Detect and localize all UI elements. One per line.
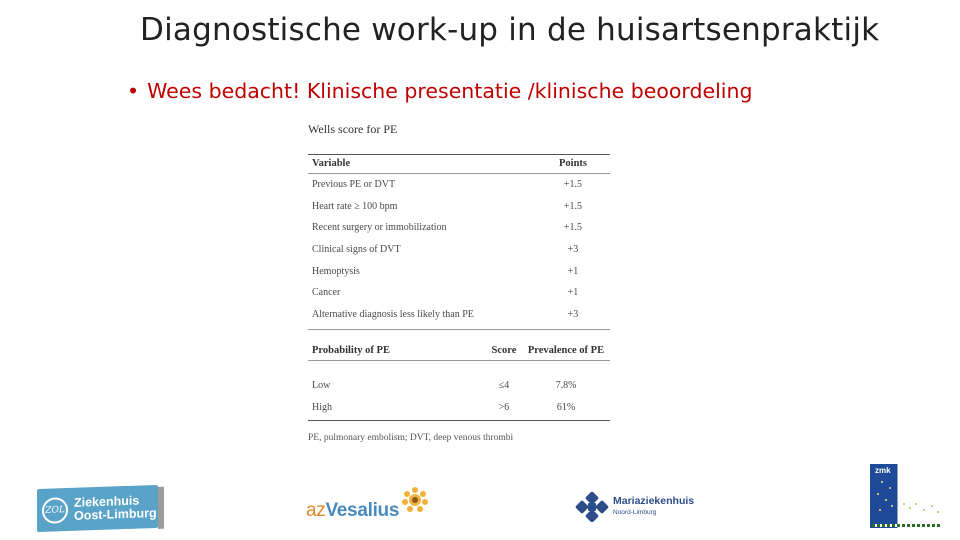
zol-edge [158,487,164,529]
table-row [308,239,610,261]
mariaz-sub-text: Noord-Limburg [613,509,657,516]
cell-variable: Heart rate ≥ 100 bpm [312,200,398,212]
vesalius-wordmark [306,500,399,522]
zmk-footer-line [872,524,942,527]
mariaz-cross-icon [575,492,609,522]
cell-variable: Hemoptysis [312,265,360,277]
cell-points: +3 [567,244,579,256]
logo-zmk [870,464,942,528]
prob-row [308,397,610,419]
zol-mark-icon: ZOL [42,497,68,524]
cell-points: +1.5 [563,222,583,234]
zol-name [74,493,157,522]
table-row [308,217,610,239]
cell-variable: Recent surgery or immobilization [312,222,447,234]
prob-header [308,342,610,360]
cell-prevalence: 7.8% [555,380,577,392]
slide-title: Diagnostische work-up in de huisartsenpraktijk [140,12,880,48]
table-row [308,260,610,282]
vesalius-name: Vesalius [325,500,400,521]
table-row [308,304,610,326]
table-footnote: PE, pulmonary embolism; DVT, deep venous thrombi [308,433,514,444]
header-points: Points [558,158,587,169]
cell-variable: Alternative diagnosis less likely than PE [312,308,474,320]
cell-probability: Low [312,380,331,392]
cell-variable: Cancer [312,287,341,299]
table-bottom-rule [308,420,610,421]
cell-points: +1.5 [563,200,583,212]
header-prevalence: Prevalence of PE [527,345,605,357]
cell-points: +1 [567,287,579,299]
wells-score-table [308,120,610,443]
header-probability: Probability of PE [312,345,390,357]
vesalius-prefix: az [306,500,326,521]
wells-table-title: Wells score for PE [308,122,398,136]
vesalius-sun-icon [401,486,429,514]
cell-variable: Previous PE or DVT [312,179,396,191]
bullet-point [127,79,753,103]
cell-points: +3 [567,308,579,320]
header-variable: Variable [312,158,351,169]
table-row [308,196,610,218]
wells-rows [308,174,610,325]
table-row [308,282,610,304]
zmk-name: zmk [875,466,891,475]
cell-probability: High [312,402,332,414]
zol-line1: Ziekenhuis [74,493,140,510]
cell-variable: Clinical signs of DVT [312,244,401,256]
logo-mariaziekenhuis [575,491,694,523]
cell-score: >6 [498,402,510,414]
zol-line2: Oost-Limburg [74,505,157,523]
header-score: Score [491,345,517,357]
bullet-text: Wees bedacht! Klinische presentatie /klinische beoordeling [147,79,753,103]
cell-prevalence: 61% [556,402,576,414]
cell-score: ≤4 [498,380,510,392]
table-header [308,155,610,173]
mariaz-name [613,496,694,518]
bullet-symbol: • [127,79,140,103]
logo-az-vesalius [306,488,429,522]
mariaz-name-text: Mariaziekenhuis [613,495,695,507]
zmk-stars-icon [870,464,942,524]
cell-points: +1 [567,265,579,277]
prob-rows [308,375,610,418]
logo-ziekenhuis-oost-limburg [37,485,158,532]
table-row [308,174,610,196]
cell-points: +1.5 [563,179,583,191]
prob-row [308,375,610,397]
